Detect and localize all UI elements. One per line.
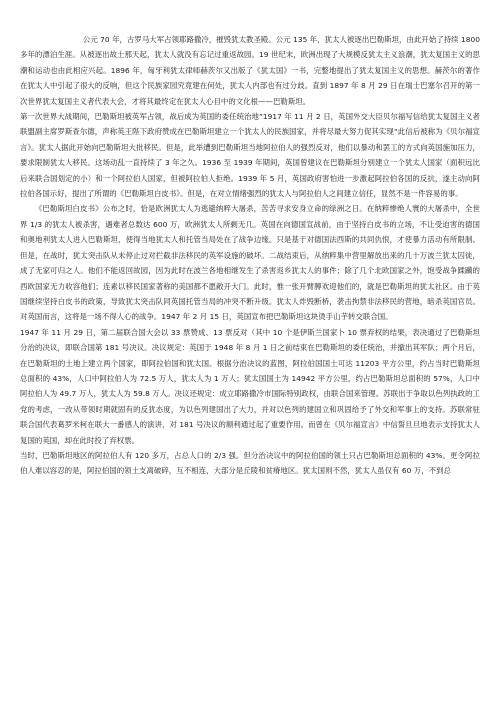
paragraph-balfour-declaration: 第一次世界大战期间，巴勒斯坦被英军占领，战后成为英国的委任统治地”1917 年 11 月 2 日，英国外交大臣贝尔福写信给犹太复国主义者联盟副主席罗斯查尔德，声称英王陛下政府赞成在巴勒斯坦建立一个犹太人的民族国家，并将尽最大努力促其实现”此信后被称为《贝尔福宣言》。犹太人据此开始向巴勒斯坦大批移民。但是，此举遭到巴勒斯坦当地阿拉伯人的强烈反对，他们以暴动和罢工的方式向英国施加压力，要求限制犹太人移民。这场动乱一直持续了 3 年之久。1936 至 1939 年期间，英国曾建议在巴勒斯坦分别建立一个犹太人国家（面积远比后来联合国划定的小）和一个阿拉伯人国家，但被阿拉伯人拒绝。1939 年 5 月，英国政府害怕进一步激起阿拉伯各国的反抗，遂主动向阿拉伯各国示好，提出了所谓的《巴勒斯坦白皮书》。但是，在对立情绪强烈的犹太人与阿拉伯人之间建立信任，显然不是一件容易的事。 <box>20 112 480 199</box>
paragraph-white-paper: 《巴勒斯坦白皮书》公布之时，恰是欧洲犹太人为逃避纳粹大屠杀，苦苦寻求安身立命的绿洲之日。在纳粹惨绝人寰的大屠杀中，全世界 1/3 的犹太人被杀害，遇难者总数达 600 万，欧洲犹太人所剩无几。英国在向德国宣战前，由于坚持白皮书的立场，不让受迫害的德国和奥地利犹太人进入巴勒斯坦，使得当地犹太人和托管当局处在了战争边缘。只是基于对德国法西斯的共同仇恨，才使暴力活动有所限制。但是，在战时，犹太突击队从未停止过对拦截非法移民的英军设施的破坏。二战结束后，从纳粹集中营里解放出来的几十万波兰犹太囚徒，成了无家可归之人。他们不能返回故园，因为此时在波兰各地相继发生了杀害返乡犹太人的事件；除了几个北欧国家之外，饱受战争蹂躏的西欧国家无力收容他们；连素以移民国家著称的美国都不愿敞开大门。此时，惟一张开臂膊欢迎他们的，就是巴勒斯坦的犹太社区。由于英国继续坚持白皮书的政策，导致犹太突击队同英国托管当局的冲突不断升级。犹太人炸毁断桥，袭击拘禁非法移民的营地，暗杀英国官员。对英国而言，这将是一场不得人心的战争。1947 年 2 月 15 日，英国宣布把巴勒斯坦这块烫手山芋转交联合国。 <box>20 204 480 322</box>
paragraph-arab-population: 当时，巴勒斯坦地区的阿拉伯人有 120 多万，占总人口的 2/3 强。但分治决议中的阿拉伯国的领土只占巴勒斯坦总面积的 43%。更令阿拉伯人难以容忍的是，阿拉伯国的领土支离破碎，互不相连，大部分是丘陵和贫瘠地区。犹太国则不然，犹太人虽仅有 60 万，不到总 <box>20 450 480 476</box>
paragraph-un-partition: 1947 年 11 月 29 日，第二届联合国大会以 33 票赞成、13 票反对（其中 10 个是伊斯兰国家卜 10 票弃权的结果，表决通过了巴勒斯坦分治的决议，即联合国第 181 号决议。决议规定：英国于 1948 年 8 月 1 日之前结束在巴勒斯坦的委任统治，并撤出其军队；两个月后，在巴勒斯坦的土地上建立两个国家，即阿拉伯国和犹太国。根据分治决议的蓝图，阿拉伯国国土可达 11203 平方公里，约占当时巴勒斯坦总面积的 43%，人口中阿拉伯人为 72.5 万人，犹太人为 1 万人；犹太国国土为 14942 平方公里，约占巴勒斯坦总面积的 57%，人口中阿拉伯人为 49.7 万人，犹太人为 59.8 万人。决议还规定：成立耶路撒冷市国际特别政权，由联合国来管理。苏联出于争取以色列执政的工党的考虑，一改从带领时期就固有的反犹态度，为以色列建国出了大力，并对以色列的建国立和巩固给予了外交和军事上的支持。苏联常驻联合国代表葛罗米柯在联大一番感人的演讲，对 181 号决议的顺利通过起了重要作用。而曾在《贝尔福宣言》中信誓旦旦地表示支持犹太人复国的英国，却在此时投了弃权票。 <box>20 327 480 445</box>
paragraph-history-intro: 公元 70 年，古罗马大军占领耶路撒冷，摧毁犹太教圣殿。公元 135 年，犹太人被逐出巴勒斯坦，由此开始了持续 1800 多年的漂泊生涯。从被逐出故土那天起，犹太人就没有忘记过重返故园。19 世纪末，欧洲出现了大规模反犹太主义浪潮，犹太复国主义的思潮和运动也由此相应兴起。1896 年，匈牙利犹太律师赫茨尔又出版了《犹太国》一书，完整地提出了犹太复国主义的思想。赫茨尔的著作在犹太人中引起了很大的反响，但这个民族家园究竟建在何处，犹太人内部也有过分歧。直到 1897 年 8 月 29 日在瑞士巴塞尔召开的第一次世界犹太复国主义者代表大会，才将其最终定在犹太人心目中的文化根——巴勒斯坦。 <box>20 35 480 106</box>
